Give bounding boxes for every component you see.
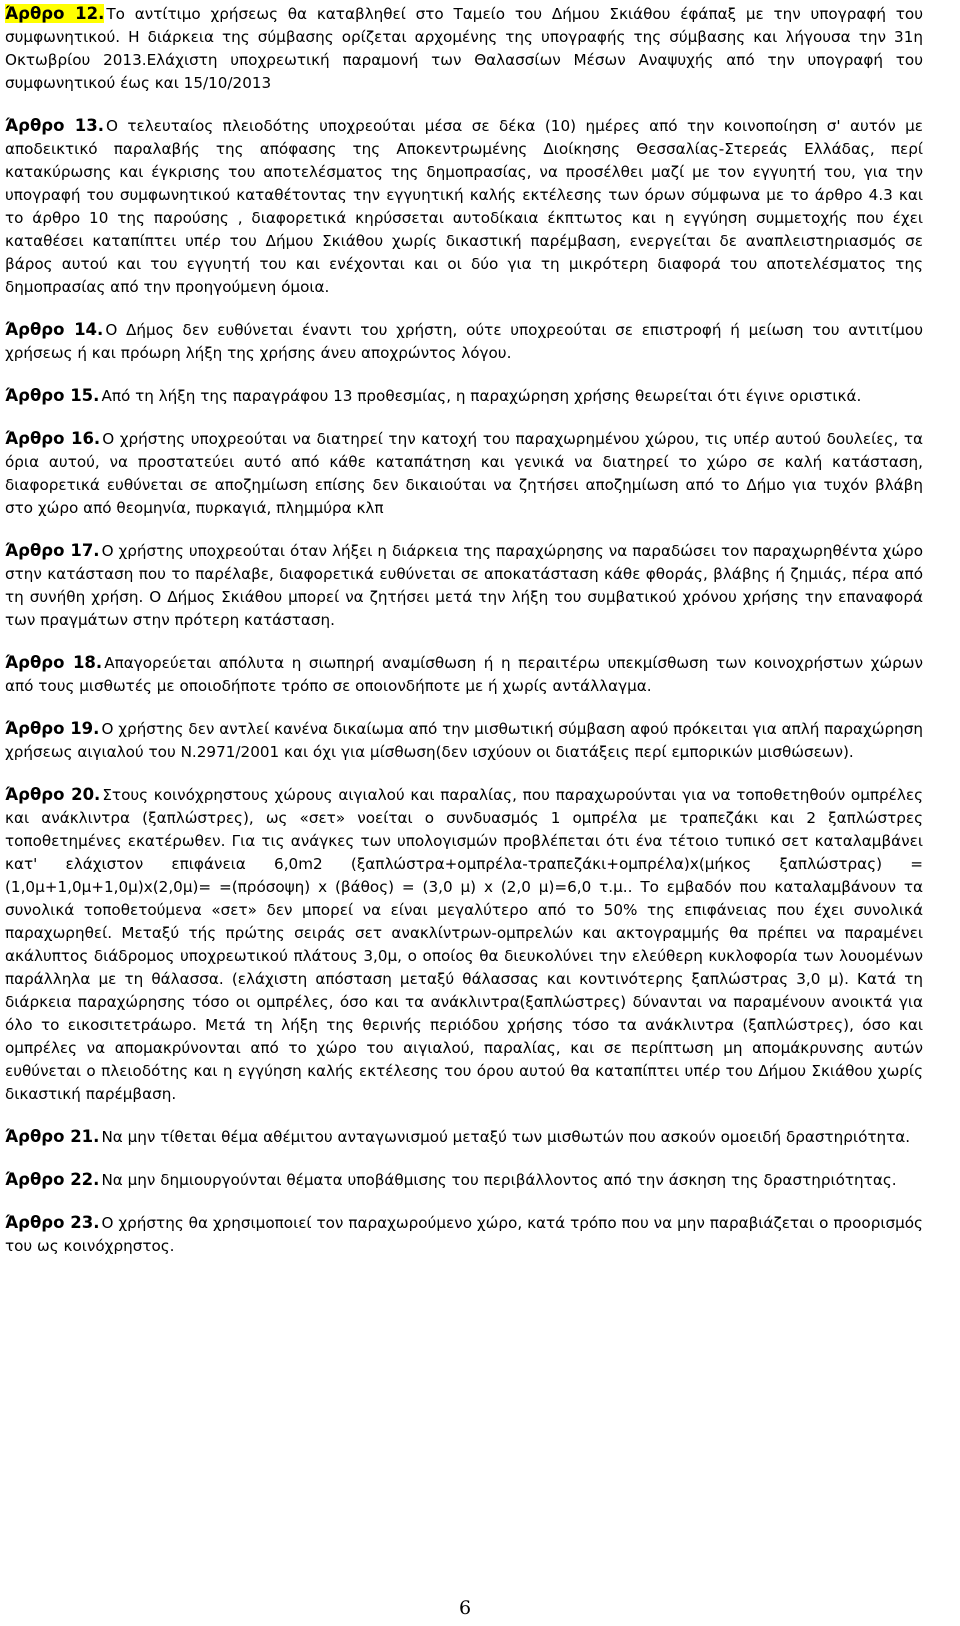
document-page xyxy=(5,0,923,1277)
article-label: Άρθρο 12. xyxy=(5,4,105,23)
article-label: Άρθρο 15. xyxy=(5,386,100,405)
article-label: Άρθρο 14. xyxy=(5,320,104,339)
article-23 xyxy=(5,1211,923,1258)
article-label: Άρθρο 13. xyxy=(5,116,105,135)
article-text: Ο χρήστης υποχρεούται να διατηρεί την κατοχή του παραχωρημένου χώρου, τις υπέρ αυτού δουλείες, τα όρια αυτού, να προστατεύει αυτό από κάθε καταπάτηση και γενικά να διατηρεί το χώρο σε καλή κατάσταση, διαφορετικά ευθύνεται σε αποζημίωση επίσης δεν δικαιούται να ζητήσει αποζημίωση από το Δήμο για τυχόν βλάβη στο χώρο από θεομηνία, πυρκαγιά, πλημμύρα κλπ xyxy=(5,430,923,517)
article-label: Άρθρο 22. xyxy=(5,1170,100,1189)
article-text: Ο Δήμος δεν ευθύνεται έναντι του χρήστη, ούτε υποχρεούται σε επιστροφή ή μείωση του αντιτίμου χρήσεως ή και πρόωρη λήξη της χρήσης άνευ αποχρώντος λόγου. xyxy=(5,321,923,362)
article-label: Άρθρο 17. xyxy=(5,541,100,560)
article-label: Άρθρο 21. xyxy=(5,1127,100,1146)
article-text: Το αντίτιμο χρήσεως θα καταβληθεί στο Ταμείο του Δήμου Σκιάθου έφάπαξ με την υπογραφή του συμφωνητικού. Η διάρκεια της σύμβασης ορίζεται αρχομένης της υπογραφής της σύμβασης και λήγουσα την 31η Οκτωβρίου 2013.Ελάχιστη υποχρεωτική παραμονή των Θαλασσίων Μέσων Αναψυχής από την υπογραφή του συμφωνητικού έως και 15/10/2013 xyxy=(5,5,923,92)
article-21 xyxy=(5,1125,923,1149)
article-text: Από τη λήξη της παραγράφου 13 προθεσμίας, η παραχώρηση χρήσης θεωρείται ότι έγινε οριστικά. xyxy=(101,387,862,405)
article-label: Άρθρο 16. xyxy=(5,429,101,448)
article-text: Ο χρήστης θα χρησιμοποιεί τον παραχωρούμενο χώρο, κατά τρόπο που να μην παραβιάζεται ο προορισμός του ως κοινόχρηστος. xyxy=(5,1214,923,1255)
article-16 xyxy=(5,427,923,520)
article-13 xyxy=(5,114,923,299)
article-text: Στους κοινόχρηστους χώρους αιγιαλού και παραλίας, που παραχωρούνται για να τοποθετηθούν ομπρέλες και ανάκλιντρα (ξαπλώστρες), ως «σετ» νοείται ο συνδυασμός 1 ομπρέλα με τραπεζάκι και 2 ξαπλώστρες τοποθετημένες εκατέρωθεν. Για τις ανάγκες των υπολογισμών προβλέπεται ότι ένα τέτοιο τυπικό σετ καταλαμβάνει κατ' ελάχιστον επιφάνεια 6,0m2 (ξαπλώστρα+ομπρέλα-τραπεζάκι+ομπρέλα)x(μήκος ξαπλώστρας) =(1,0μ+1,0μ+1,0μ)x(2,0μ)= =(πρόσοψη) x (βάθος) = (3,0 μ) x (2,0 μ)=6,0 τ.μ.. Το εμβαδόν που καταλαμβάνουν τα συνολικά τοποθετούμενα «σετ» δεν μπορεί να είναι μεγαλύτερο από το 50% της επιφάνειας που έχει συνολικά παραχωρηθεί. Μεταξύ τής πρώτης σειράς σετ ανακλίντρων-ομπρελών και ακτογραμμής θα πρέπει να παραμένει ακάλυπτος διάδρομος υποχρεωτικού πλάτους 3,0μ, ο οποίος θα διευκολύνει την ελεύθερη κυκλοφορία των λουομένων παράλληλα με τη θάλασσα. (ελάχιστη απόσταση μεταξύ θάλασσας και κοντινότερης ξαπλώστρας 3,0 μ). Κατά τη διάρκεια παραχώρησης τόσο οι ομπρέλες, όσο και τα ανάκλιντρα(ξαπλώστρες) δύνανται να παραμένουν ανοικτά για όλο το εικοσιτετράωρο. Μετά τη λήξη της θερινής περιόδου χρήσης τόσο τα ανάκλιντρα (ξαπλώστρες), όσο και ομπρέλες να απομακρύνονται από το χώρο του αιγιαλού, παραλίας, και σε περίπτωση μη απομάκρυνσης αυτών ευθύνεται ο πλειοδότης και η εγγύηση καλής εκτέλεσης του όρου αυτού θα καταπίπτει υπέρ του Δήμου Σκιάθου χωρίς δικαστική παρέμβαση. xyxy=(5,786,923,1103)
page-number: 6 xyxy=(458,1597,472,1619)
article-15 xyxy=(5,384,923,408)
article-text: Ο τελευταίος πλειοδότης υποχρεούται μέσα σε δέκα (10) ημέρες από την κοινοποίηση σ' αυτόν με αποδεικτικό παραλαβής της απόφασης της Αποκεντρωμένης Διοίκησης Θεσσαλίας-Στερεάς Ελλάδας, περί κατακύρωσης και έγκρισης του αποτελέσματος της δημοπρασίας, να προσέλθει μαζί με τον εγγυητή του, για την υπογραφή του συμφωνητικού καταθέτοντας την εγγυητική καλής εκτέλεσης των όρων σύμφωνα με το άρθρο 4.3 και το άρθρο 10 της παρούσης , διαφορετικά κηρύσσεται αυτοδίκαια έκπτωτος και η εγγύηση συμμετοχής που έχει καταθέσει καταπίπτει υπέρ του Δήμου Σκιάθου χωρίς δικαστική παρέμβαση, ενεργείται δε αναπλειστηριασμός σε βάρος αυτού και του εγγυητή του και ενέχονται και οι δύο για τη μικρότερη διαφορά του αποτελέσματος της δημοπρασίας από την προηγούμενη όμοια. xyxy=(5,117,923,296)
article-17 xyxy=(5,539,923,632)
article-text: Ο χρήστης δεν αντλεί κανένα δικαίωμα από την μισθωτική σύμβαση αφού πρόκειται για απλή παραχώρηση χρήσεως αιγιαλού του Ν.2971/2001 και όχι για μίσθωση(δεν ισχύουν οι διατάξεις περί εμπορικών μισθώσεων). xyxy=(5,720,923,761)
article-14 xyxy=(5,318,923,365)
article-12 xyxy=(5,2,923,95)
article-18 xyxy=(5,651,923,698)
article-19 xyxy=(5,717,923,764)
article-text: Να μην δημιουργούνται θέματα υποβάθμισης του περιβάλλοντος από την άσκηση της δραστηριότητας. xyxy=(101,1171,897,1189)
article-text: Να μην τίθεται θέμα αθέμιτου ανταγωνισμού μεταξύ των μισθωτών που ασκούν ομοειδή δραστηριότητα. xyxy=(101,1128,911,1146)
article-label: Άρθρο 23. xyxy=(5,1213,100,1232)
article-label: Άρθρο 18. xyxy=(5,653,103,672)
article-text: Ο χρήστης υποχρεούται όταν λήξει η διάρκεια της παραχώρησης να παραδώσει τον παραχωρηθέντα χώρο στην κατάσταση που το παρέλαβε, διαφορετικά ευθύνεται σε αποκατάσταση κάθε φθοράς, βλάβης ή ζημιάς, πέρα από τη συνήθη χρήση. Ο Δήμος Σκιάθου μπορεί να ζητήσει μετά την λήξη του συμβατικού χρόνου χρήσης την επαναφορά των πραγμάτων στην πρότερη κατάσταση. xyxy=(5,542,923,629)
article-label: Άρθρο 19. xyxy=(5,719,100,738)
article-20 xyxy=(5,783,923,1106)
article-label: Άρθρο 20. xyxy=(5,785,101,804)
article-22 xyxy=(5,1168,923,1192)
article-text: Απαγορεύεται απόλυτα η σιωπηρή αναμίσθωση ή η περαιτέρω υπεκμίσθωση των κοινοχρήστων χώρων από τους μισθωτές με οποιοδήποτε τρόπο σε οποιονδήποτε με ή χωρίς αντάλλαγμα. xyxy=(5,654,923,695)
